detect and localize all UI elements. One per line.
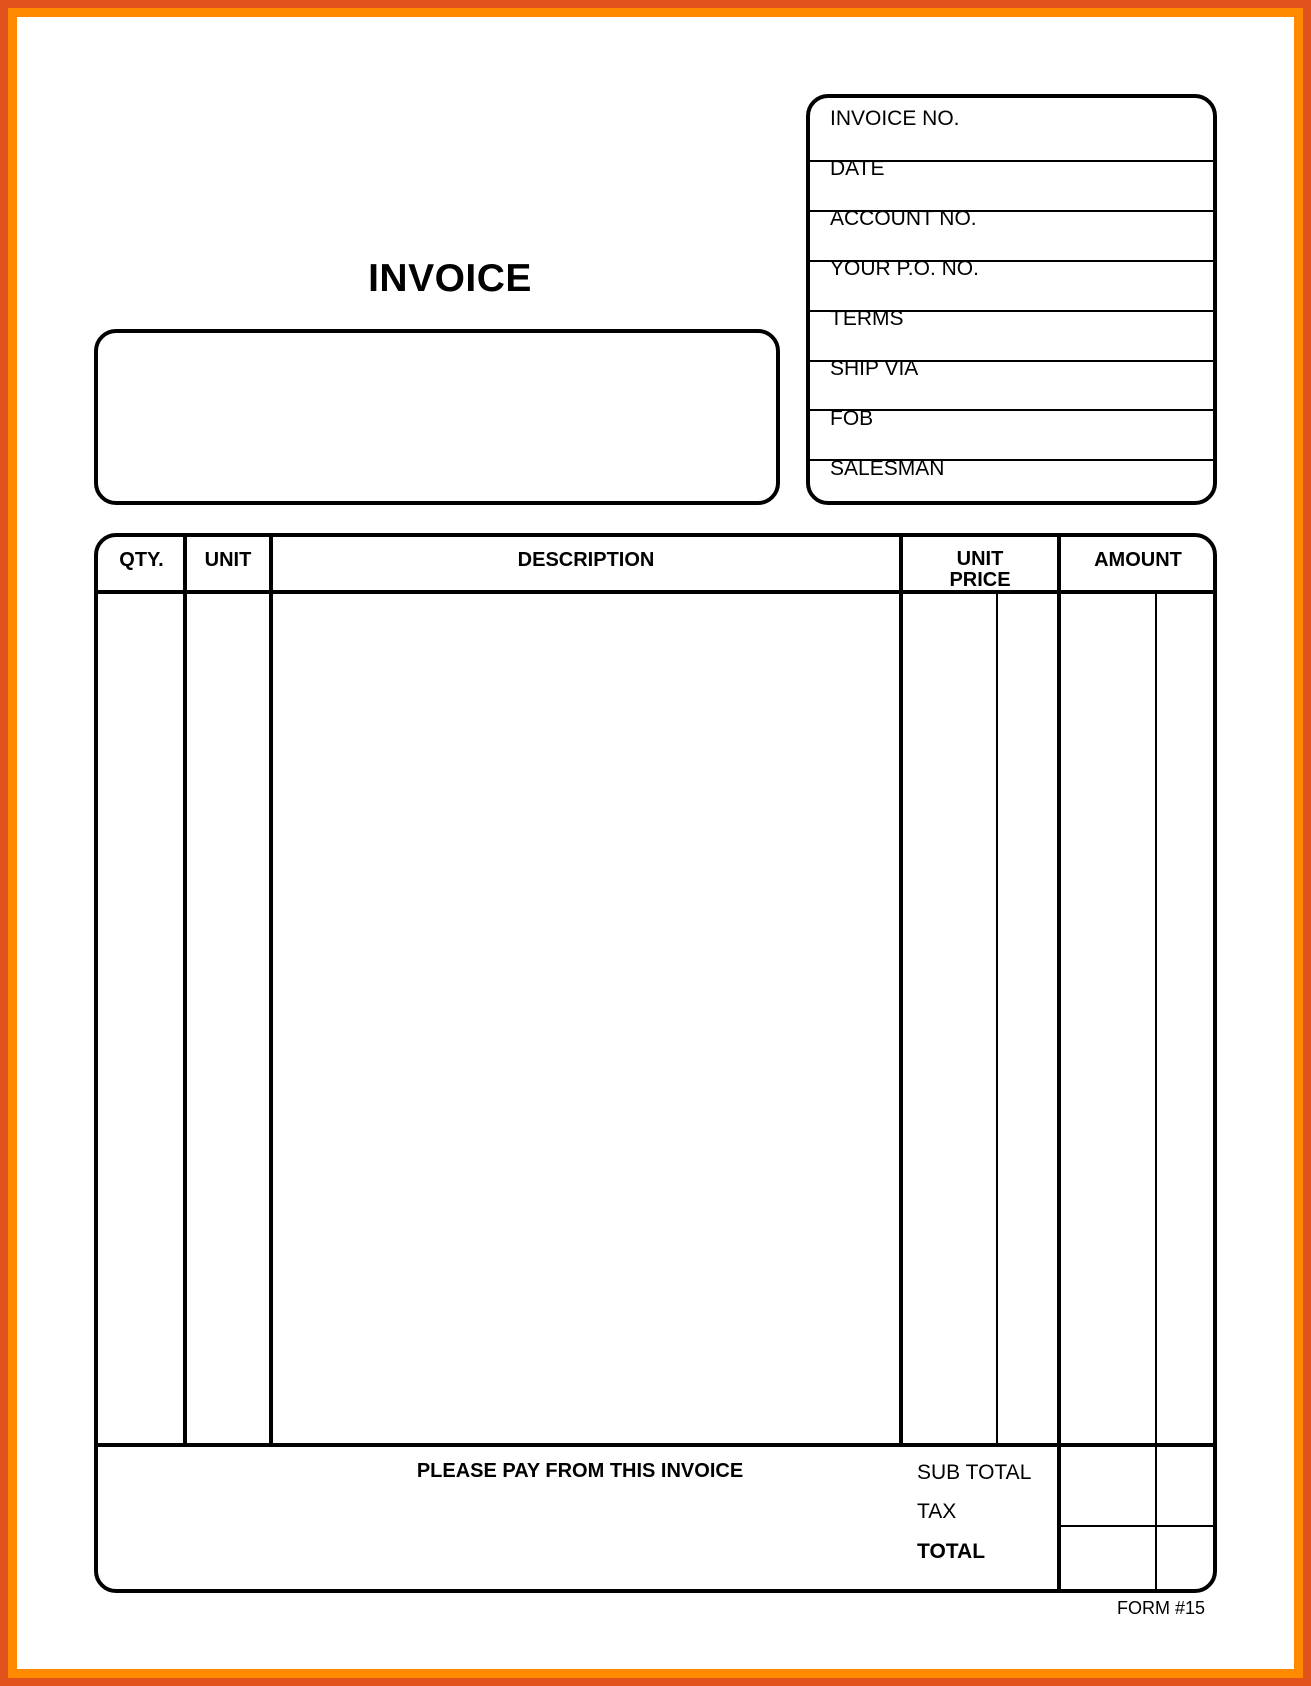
bill-to-box[interactable]	[94, 329, 780, 505]
info-row-account-no[interactable]	[810, 198, 1213, 248]
info-row-salesman[interactable]	[810, 448, 1213, 498]
invoice-info-box	[806, 94, 1217, 505]
info-label-account-no: ACCOUNT NO.	[830, 207, 977, 230]
col-divider-unit	[269, 535, 273, 1445]
info-row-date[interactable]	[810, 148, 1213, 198]
tax-divider	[1059, 1525, 1215, 1527]
form-number: FORM #15	[1116, 1598, 1205, 1618]
header-amount: AMOUNT	[1094, 549, 1182, 571]
header-unit-price	[903, 549, 1057, 591]
header-description: DESCRIPTION	[517, 549, 655, 571]
header-qty: QTY.	[119, 549, 164, 571]
sub-total-label: SUB TOTAL	[917, 1461, 1032, 1484]
info-row-ship-via[interactable]	[810, 348, 1213, 398]
pay-note: PLEASE PAY FROM THIS INVOICE	[416, 1460, 744, 1482]
col-divider-qty	[183, 535, 187, 1445]
info-label-ship-via: SHIP VIA	[830, 357, 919, 380]
header-unit: UNIT	[204, 549, 252, 571]
info-row-po-no[interactable]	[810, 248, 1213, 298]
header-unit-price-line1: UNIT	[956, 548, 1004, 570]
col-divider-description	[899, 535, 903, 1445]
amount-cents-divider	[1155, 592, 1157, 1591]
col-divider-unit-price	[1057, 535, 1061, 1591]
info-row-terms[interactable]	[810, 298, 1213, 348]
info-label-po-no: YOUR P.O. NO.	[830, 257, 979, 280]
tax-label: TAX	[917, 1500, 957, 1523]
info-label-terms: TERMS	[830, 307, 904, 330]
info-label-salesman: SALESMAN	[830, 457, 945, 480]
header-unit-price-line2: PRICE	[949, 569, 1011, 591]
total-label: TOTAL	[917, 1540, 986, 1563]
info-label-fob: FOB	[830, 407, 874, 430]
info-row-invoice-no[interactable]	[810, 98, 1213, 148]
line-items-table	[94, 533, 1217, 1593]
body-divider	[96, 1443, 1215, 1447]
info-row-fob[interactable]	[810, 398, 1213, 448]
document-title: INVOICE	[368, 257, 532, 300]
unit-price-cents-divider	[996, 592, 998, 1443]
info-label-invoice-no: INVOICE NO.	[830, 107, 960, 130]
info-label-date: DATE	[830, 157, 885, 180]
